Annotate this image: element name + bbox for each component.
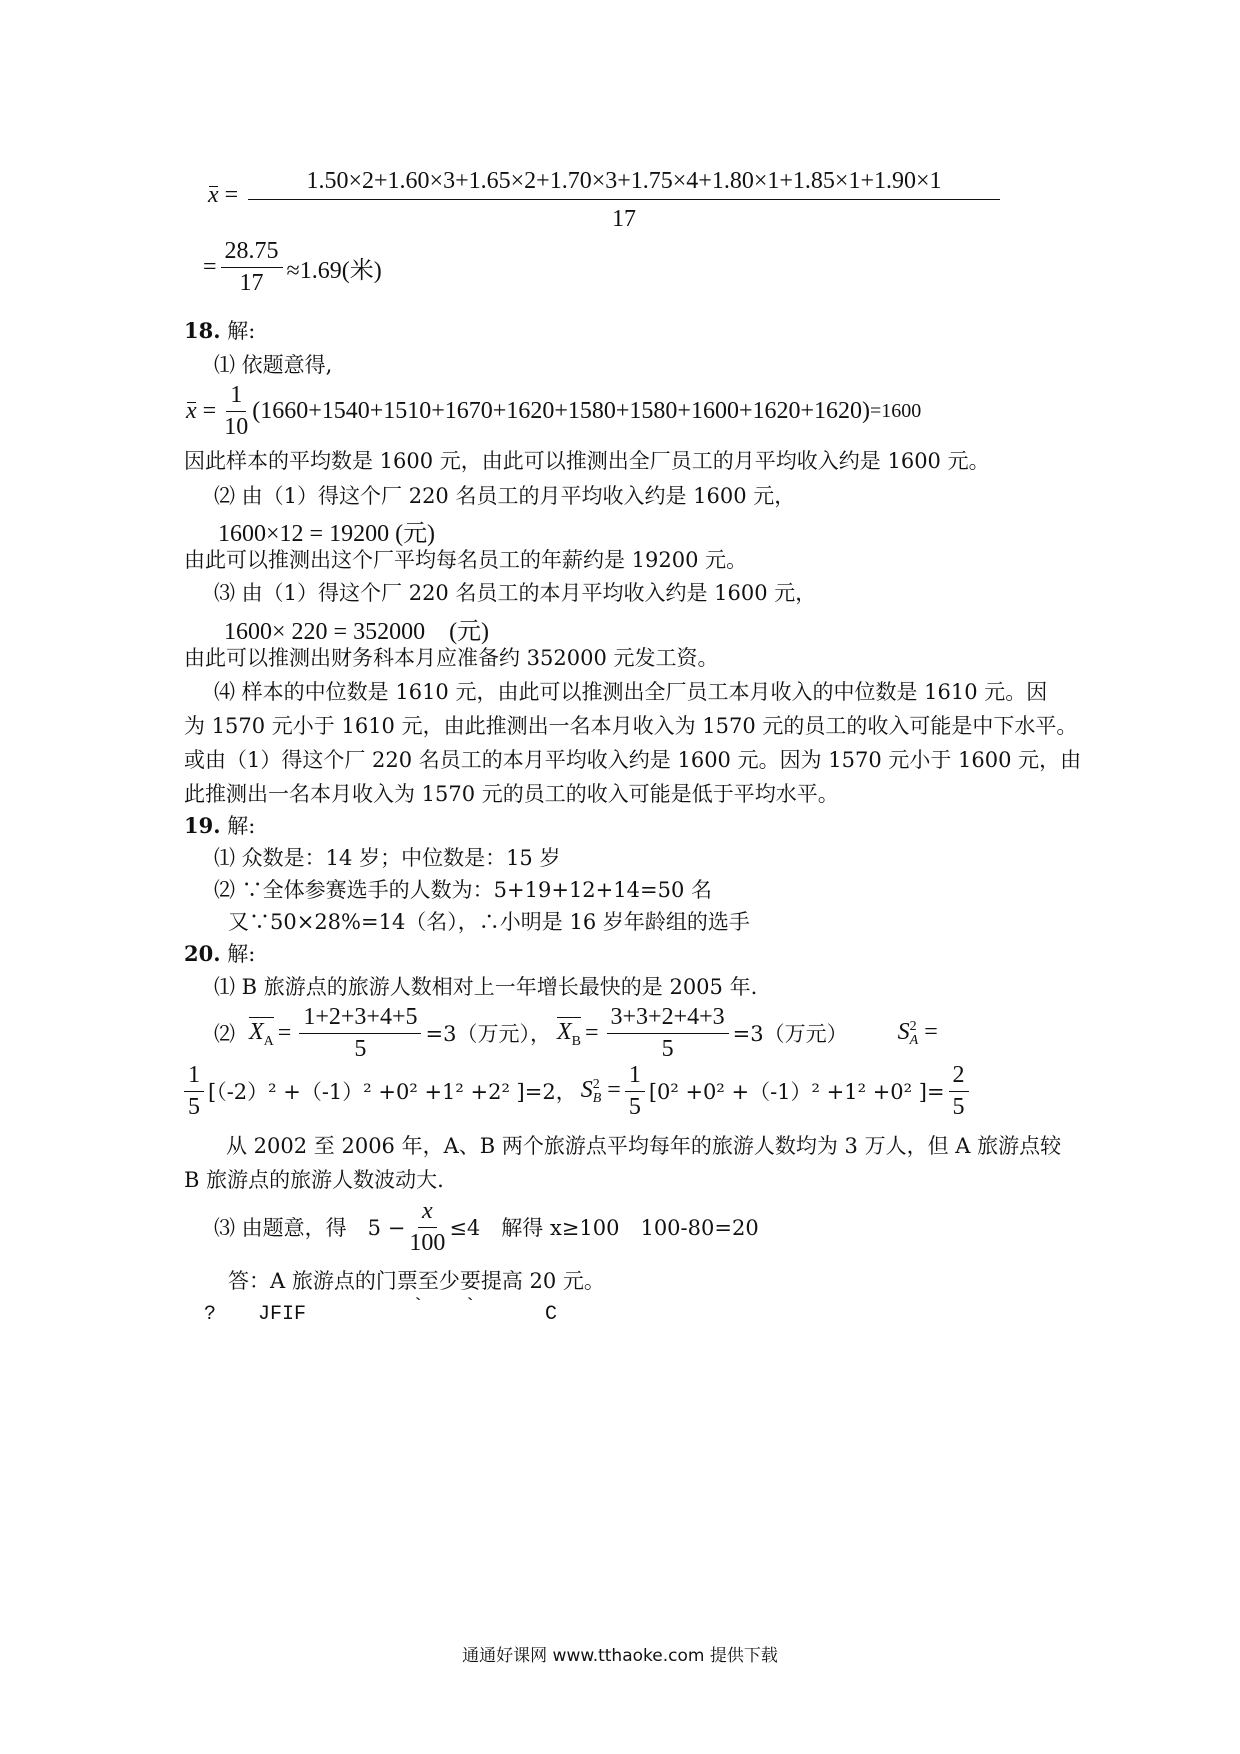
formula-17-num2: 28.75 [221, 238, 283, 268]
variance-b-result-den: 5 [952, 1094, 965, 1120]
q20-part3-frac-den: 100 [409, 1230, 446, 1256]
variance-b-symbol: S 2 B = [580, 1076, 621, 1106]
q20-part1: ⑴ B 旅游点的旅游人数相对上一年增长最快的是 2005 年. [214, 975, 758, 999]
mean-b-numerator: 3+3+2+4+3 [607, 1004, 729, 1034]
formula-17-denominator: 17 [612, 206, 636, 232]
q20-solution-label: 解: [227, 942, 256, 966]
variance-a-symbol: S 2 A = [897, 1018, 938, 1048]
mean-b-denominator: 5 [661, 1036, 674, 1062]
page-footer: 通通好课网 www.tthaoke.com 提供下载 [462, 1646, 778, 1666]
stray-tick-marks: ` ` [412, 1296, 491, 1319]
q20-conclusion-line1: 从 2002 至 2006 年，A、B 两个旅游点平均每年的旅游人数均为 3 万人，但 A 旅游点较 [226, 1134, 1062, 1158]
formula-17-equals: = [203, 254, 217, 280]
formula-17-den2: 17 [239, 270, 264, 296]
q18-heading [184, 318, 255, 344]
q19-solution-label: 解: [227, 814, 256, 838]
stray-jfif-text: JFIF [258, 1303, 307, 1326]
q18-part2-conclusion: 由此可以推测出这个厂平均每名员工的年薪约是 19200 元。 [184, 548, 748, 572]
q20-number: 20. [184, 941, 221, 966]
q20-part2-label: ⑵ [214, 1021, 235, 1046]
q18-frac-num: 1 [226, 382, 246, 412]
mean-b-result: =3（万元） [732, 1021, 848, 1046]
formula-17-numerator: 1.50×2+1.60×3+1.65×2+1.70×3+1.75×4+1.80×1+1.85×1+1.90×1 [248, 168, 1000, 200]
q20-part2-means: ⑵ $X_A$ = $\frac{1+2+3+4+5}{5}$ =3（万元）， $X_B$ = $\frac{3+3+2+4+3}{5}$ =3（万元） S 2 A = [214, 1004, 938, 1062]
stray-question-mark: ? [204, 1303, 217, 1326]
q18-part2-calc: 1600×12 = 19200 (元) [218, 521, 436, 547]
q18-mean-result: =1600 [870, 400, 922, 422]
q20-answer: 答：A 旅游点的门票至少要提高 20 元。 [228, 1269, 605, 1293]
q19-part3: 又∵50×28%=14（名），∴小明是 16 岁年龄组的选手 [228, 910, 750, 934]
q18-part4-line2: 为 1570 元小于 1610 元，由此推测出一名本月收入为 1570 元的员工的收入可能是中下水平。 [184, 714, 1078, 738]
mean-a-result: =3（万元）， [425, 1021, 551, 1046]
q20-part2-variances [184, 1062, 973, 1121]
q19-heading [184, 813, 255, 839]
mean-a-denominator: 5 [354, 1036, 367, 1062]
mean-symbol: x = [208, 182, 239, 208]
q20-heading [184, 941, 255, 967]
q18-part4-line4: 此推测出一名本月收入为 1570 元的员工的收入可能是低于平均水平。 [184, 782, 839, 806]
q18-sum-expression: (1660+1540+1510+1670+1620+1580+1580+1600+1620+1620) [252, 398, 871, 424]
q18-number: 18. [184, 318, 221, 343]
q18-frac-den: 10 [224, 414, 249, 440]
variance-a-frac-num: 1 [184, 1062, 204, 1092]
q19-number: 19. [184, 813, 221, 838]
q19-part1: ⑴ 众数是：14 岁；中位数是：15 岁 [214, 846, 561, 870]
variance-b-expression: [0² +0² +（-1）² +1² +0² ]= [648, 1079, 945, 1104]
q18-part3-intro: ⑶ 由（1）得这个厂 220 名员工的本月平均收入约是 1600 元， [214, 581, 817, 605]
q18-part1-conclusion: 因此样本的平均数是 1600 元，由此可以推测出全厂员工的月平均收入约是 1600 元。 [184, 449, 990, 473]
variance-a-expression: [（-2）² +（-1）² +0² +1² +2² ]=2， [208, 1079, 577, 1104]
mean-a-symbol: $X_A$ [249, 1019, 274, 1049]
q18-part3-conclusion: 由此可以推测出财务科本月应准备约 352000 元发工资。 [184, 646, 719, 670]
q18-part4-line1: ⑷ 样本的中位数是 1610 元，由此可以推测出全厂员工本月收入的中位数是 1610 元。因 [214, 680, 1048, 704]
mean-b-symbol: $X_B$ [556, 1019, 581, 1049]
q19-part2: ⑵ ∵全体参赛选手的人数为：5+19+12+14=50 名 [214, 878, 712, 902]
variance-b-frac-num: 1 [625, 1062, 645, 1092]
q18-part1-formula: x = $\frac{1}{10}$ (1660+1540+1510+1670+1620+1580+1580+1600+1620+1620) =1600 [186, 382, 922, 440]
q18-solution-label: 解: [227, 319, 256, 343]
q20-part3-solution: ≤4 解得 x≥100 100-80=20 [449, 1215, 759, 1240]
q18-part4-line3: 或由（1）得这个厂 220 名员工的本月平均收入约是 1600 元。因为 1570 元小于 1600 元，由 [184, 748, 1082, 772]
q20-conclusion-line2: B 旅游点的旅游人数波动大. [184, 1168, 444, 1192]
variance-b-frac-den: 5 [628, 1094, 641, 1120]
stray-letter-c: C [545, 1303, 558, 1326]
q20-part3 [214, 1198, 759, 1257]
formula-17-result: ≈1.69(米) [286, 258, 382, 284]
q18-part1-intro: ⑴ 依题意得, [214, 353, 333, 377]
variance-a-frac-den: 5 [188, 1094, 200, 1120]
q20-part3-frac-num: x [418, 1198, 437, 1228]
variance-b-result-num: 2 [949, 1062, 969, 1092]
q20-part3-label: ⑶ 由题意，得 5 − [214, 1215, 406, 1240]
mean-a-numerator: 1+2+3+4+5 [299, 1004, 421, 1034]
q18-part2-intro: ⑵ 由（1）得这个厂 220 名员工的月平均收入约是 1600 元， [214, 484, 796, 508]
q18-part3-calc: 1600× 220 = 352000 (元) [224, 619, 490, 645]
